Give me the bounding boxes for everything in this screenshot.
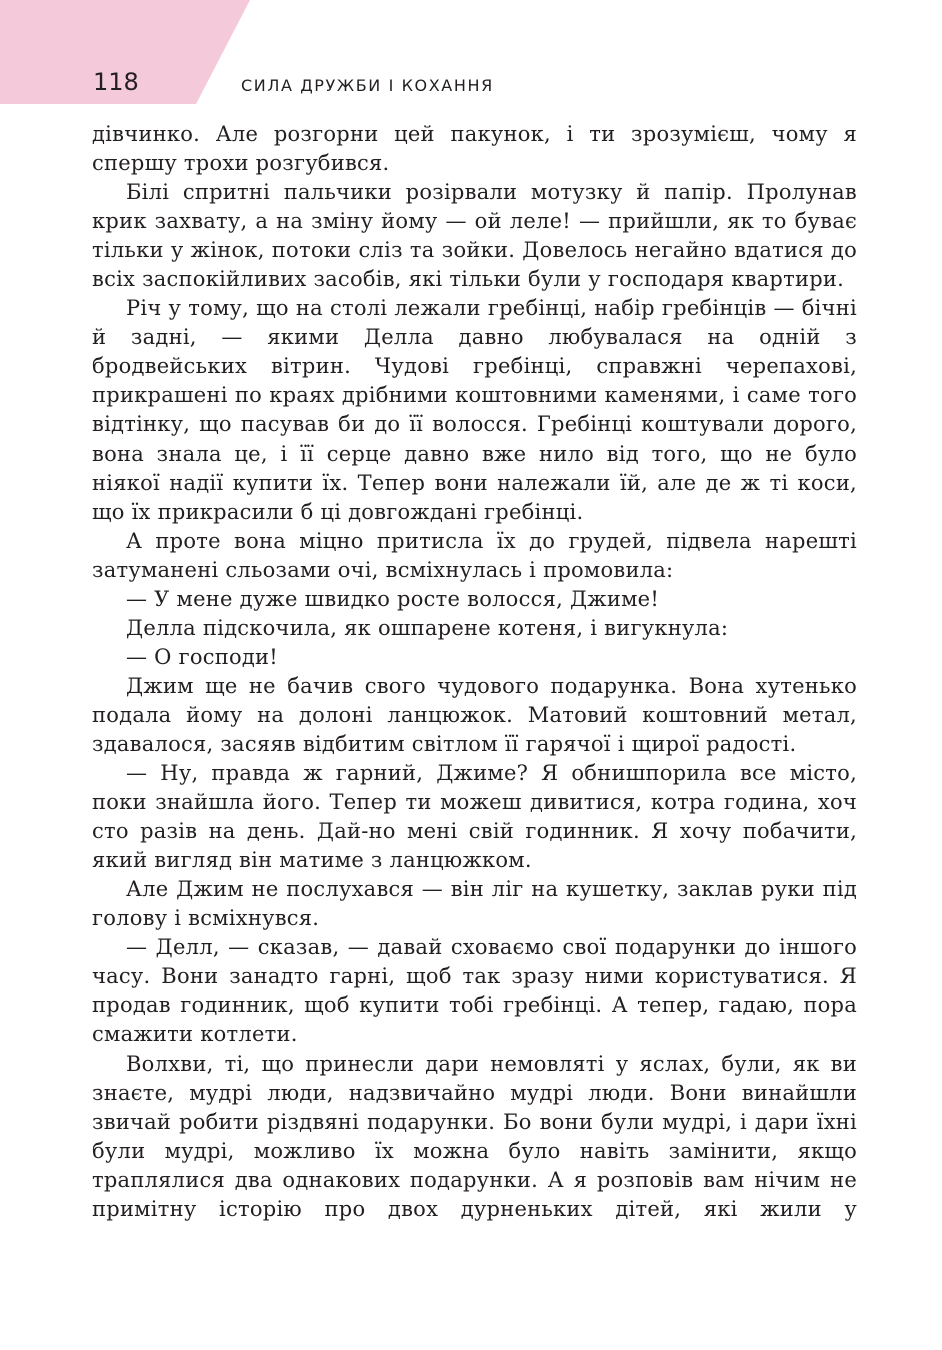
paragraph: Волхви, ті, що принесли дари немовляті у яслах, були, як ви знаєте, мудрі люди, надзвичайно мудрі люди. Вони винайшли звичай робити різдвяні подарунки. Бо вони були мудрі, і дари їхні були мудрі, можливо їх можна було навіть замінити, якщо траплялися два однакових подарунки. А я розповів вам нічим не примітну історію про двох дурненьких дітей, які жили у (92, 1051, 857, 1221)
dialogue-line: — О господи! (126, 644, 278, 669)
page-number: 118 (93, 68, 139, 96)
body-text (92, 120, 857, 1224)
paragraph: Річ у тому, що на столі лежали гребінці, набір гребінців — бічні й задні, — якими Делла давно любувалася на одній з бродвейських вітрин. Чудові гребінці, справжні черепахові, прикрашені по краях дрібними коштовними каменями, і саме того відтінку, що пасував би до її волосся. Гребінці коштували дорого, вона знала це, і її серце давно вже нило від того, що не було ніякої надії купити їх. Тепер вони належали їй, але де ж ті коси, що їх прикрасили б ці довгождані гребінці. (92, 296, 857, 524)
paragraph: Джим ще не бачив свого чудового подарунка. Вона хутенько подала йому на долоні ланцюжок. Матовий коштовний метал, здавалося, засяяв відбитим світлом її гарячої і щирої радості. (92, 673, 857, 756)
paragraph: Але Джим не послухався — він ліг на кушетку, заклав руки під голову і всміхнувся. (92, 877, 857, 931)
paragraph: А проте вона міцно притисла їх до грудей, підвела нарешті затуманені сльозами очі, всміхнулась і промовила: (92, 528, 857, 582)
dialogue-line: — Ну, правда ж гарний, Джиме? Я обнишпорила все місто, поки знайшла його. Тепер ти можеш дивитися, котра година, хоч сто разів на день. Дай-но мені свій годинник. Я хочу побачити, який вигляд він матиме з ланцюжком. (92, 761, 857, 873)
paragraph: Делла підскочила, як ошпарене котеня, і вигукнула: (126, 615, 729, 640)
paragraph: Білі спритні пальчики розірвали мотузку й папір. Пролунав крик захвату, а на зміну йому — ой леле! — прийшли, як то буває тільки у жінок, потоки сліз та зойки. Довелось негайно вдатися до всіх заспокійливих засобів, які тільки були у господаря квартири. (92, 180, 857, 292)
paragraph: дівчинко. Але розгорни цей пакунок, і ти зрозумієш, чому я спершу трохи розгубився. (92, 122, 857, 176)
dialogue-line: — У мене дуже швидко росте волосся, Джиме! (126, 586, 660, 611)
dialogue-line: — Делл, — сказав, — давай сховаємо свої подарунки до іншого часу. Вони занадто гарні, щоб так зразу ними користуватися. Я продав годинник, щоб купити тобі гребінці. А тепер, гадаю, пора смажити котлети. (92, 935, 857, 1047)
running-head: СИЛА ДРУЖБИ І КОХАННЯ (241, 76, 494, 95)
